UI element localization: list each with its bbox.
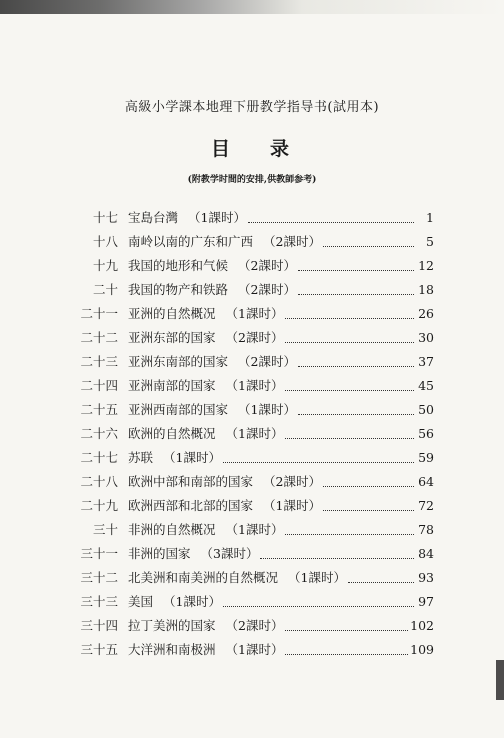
toc-entry-hours: （1課时） [225,642,284,657]
scan-edge-shadow [0,0,504,14]
toc-entry-page: 72 [418,498,434,513]
toc-entry-page: 37 [418,354,434,369]
dot-leader [223,462,414,463]
toc-entry-page: 102 [410,618,434,633]
toc-entry-hours: （1課时） [225,378,284,393]
toc-entry [72,328,434,352]
toc-entry-hours: （1課时） [288,570,346,585]
toc-entry-hours: （1課时） [163,594,221,609]
toc-entry [72,376,434,400]
toc-entry-number: 二十七 [80,450,118,465]
toc-entry [72,352,434,376]
toc-entry-hours: （1課时） [225,426,284,441]
toc-entry-hours: （2課时） [238,282,296,297]
toc-entry-title: 苏联 [128,450,154,465]
toc-heading [0,134,504,161]
toc-entry-hours: （2課时） [263,474,321,489]
dot-leader [285,390,414,391]
toc-entry-number: 二十二 [80,330,118,345]
toc-entry-title: 拉丁美洲的国家 [128,618,216,633]
dot-leader [285,438,414,439]
toc-entry-title: 我国的地形和气候 [128,258,229,273]
toc-entry-number: 十七 [92,210,118,225]
toc-entry-number: 三十四 [80,618,118,633]
toc-entry [72,280,434,304]
toc-entry [72,424,434,448]
toc-entry-page: 93 [418,570,434,585]
dot-leader [285,630,408,631]
toc-entry-title: 北美洲和南美洲的自然概况 [128,570,279,585]
toc-entry [72,544,434,568]
toc-entry-title: 亚洲东部的国家 [128,330,216,345]
toc-entry-hours: （1課时） [238,402,296,417]
dot-leader [285,534,414,535]
toc-entry [72,208,434,232]
toc-entry-hours: （2課时） [238,258,296,273]
dot-leader [223,606,414,607]
toc-entry-title: 欧洲中部和南部的国家 [128,474,254,489]
toc-entry-page: 109 [410,642,434,657]
dot-leader [260,558,414,559]
toc-entry-number: 十九 [92,258,118,273]
dot-leader [323,246,414,247]
toc-entry-hours: （1課时） [263,498,321,513]
toc-entry [72,640,434,664]
toc-entry-page: 1 [426,210,434,225]
toc-entry-number: 二十四 [80,378,118,393]
toc-entry-number: 二十八 [80,474,118,489]
toc-entry-hours: （2課时） [225,618,284,633]
toc-entry-page: 18 [418,282,434,297]
toc-entry-number: 二十三 [80,354,118,369]
toc-entry [72,568,434,592]
toc-entry-page: 5 [426,234,434,249]
toc-entry-page: 56 [418,426,434,441]
toc-entry-title: 我国的物产和铁路 [128,282,229,297]
table-of-contents [72,208,434,664]
toc-entry-page: 26 [418,306,434,321]
toc-entry [72,448,434,472]
dot-leader [298,294,414,295]
dot-leader [298,366,414,367]
toc-entry-hours: （1課时） [225,522,284,537]
toc-entry [72,592,434,616]
toc-entry-hours: （3課时） [200,546,259,561]
toc-entry-hours: （2課时） [263,234,321,249]
toc-entry-title: 非洲的自然概况 [128,522,216,537]
dot-leader [348,582,414,583]
toc-entry [72,472,434,496]
toc-heading-char-1: 目 [210,138,234,160]
toc-entry-number: 十八 [92,234,118,249]
toc-entry [72,400,434,424]
toc-entry [72,304,434,328]
scan-edge-mark [496,660,504,700]
toc-entry-number: 二十九 [80,498,118,513]
toc-entry-page: 97 [418,594,434,609]
toc-heading-char-2: 录 [270,138,294,160]
dot-leader [248,222,414,223]
toc-entry [72,496,434,520]
dot-leader [298,270,414,271]
toc-entry-hours: （1課时） [225,306,284,321]
toc-entry [72,256,434,280]
toc-entry-page: 50 [418,402,434,417]
toc-entry-number: 三十三 [80,594,118,609]
dot-leader [323,486,414,487]
dot-leader [298,414,414,415]
toc-entry-page: 59 [418,450,434,465]
toc-entry-title: 亚洲东南部的国家 [128,354,229,369]
toc-entry-number: 三十 [92,522,118,537]
toc-entry-hours: （2課时） [225,330,284,345]
toc-entry-page: 64 [418,474,434,489]
toc-entry-page: 12 [418,258,434,273]
toc-entry-title: 亚洲南部的国家 [128,378,216,393]
dot-leader [285,654,408,655]
teaching-time-note: (附教学时間的安排,供教師参考) [187,175,317,185]
dot-leader [285,318,414,319]
toc-entry-page: 78 [418,522,434,537]
dot-leader [323,510,414,511]
toc-entry-hours: （2課时） [238,354,296,369]
toc-entry-number: 二十 [92,282,118,297]
toc-entry-page: 30 [418,330,434,345]
toc-entry-title: 大洋洲和南极洲 [128,642,216,657]
toc-entry [72,232,434,256]
toc-entry-title: 亚洲西南部的国家 [128,402,229,417]
toc-entry-page: 45 [418,378,434,393]
toc-entry-hours: （1課时） [163,450,221,465]
toc-entry [72,616,434,640]
toc-entry-number: 三十二 [80,570,118,585]
toc-entry-number: 三十一 [80,546,118,561]
toc-entry [72,520,434,544]
toc-entry-title: 南岭以南的广东和广西 [128,234,254,249]
toc-entry-number: 三十五 [80,642,118,657]
toc-entry-title: 宝島台灣 [128,210,179,225]
toc-entry-page: 84 [418,546,434,561]
toc-entry-number: 二十五 [80,402,118,417]
book-title: 高級小学課本地理下册教学指导书(試用本) [124,100,380,115]
dot-leader [285,342,414,343]
toc-entry-title: 非洲的国家 [128,546,191,561]
toc-entry-title: 欧洲西部和北部的国家 [128,498,254,513]
toc-entry-title: 欧洲的自然概况 [128,426,216,441]
toc-entry-number: 二十六 [80,426,118,441]
toc-entry-title: 亚洲的自然概况 [128,306,216,321]
toc-entry-title: 美国 [128,594,154,609]
toc-entry-number: 二十一 [80,306,118,321]
toc-entry-hours: （1課时） [188,210,246,225]
